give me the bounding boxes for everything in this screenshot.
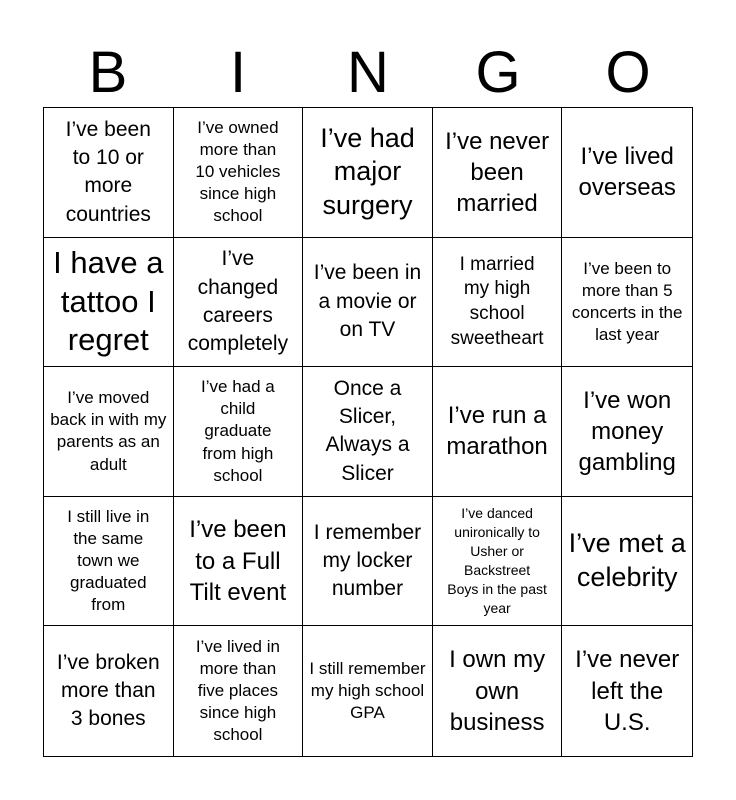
bingo-cell[interactable] <box>433 626 563 756</box>
cell-text: I’ve never left the U.S. <box>575 646 680 736</box>
bingo-cell[interactable] <box>433 497 563 627</box>
bingo-cell[interactable] <box>433 108 563 238</box>
bingo-cell[interactable] <box>562 108 692 238</box>
cell-text: I’ve never been married <box>445 127 550 217</box>
bingo-cell[interactable] <box>44 626 174 756</box>
bingo-cell[interactable] <box>44 238 174 368</box>
bingo-cell[interactable] <box>174 367 304 497</box>
cell-text: I’ve been to 10 or more countries <box>65 117 151 226</box>
cell-text: I remember my locker number <box>313 520 422 601</box>
cell-text: I’ve broken more than 3 bones <box>56 650 160 731</box>
cell-text: I’ve been to more than 5 concerts in the last year <box>571 258 683 344</box>
bingo-grid <box>43 107 693 757</box>
bingo-cell[interactable] <box>44 497 174 627</box>
bingo-cell[interactable] <box>303 238 433 368</box>
header-letter-n: N <box>347 40 389 105</box>
bingo-header <box>43 40 693 106</box>
bingo-cell[interactable] <box>433 367 563 497</box>
cell-text: I’ve been to a Full Tilt event <box>189 516 287 606</box>
header-letter-i: I <box>229 40 247 105</box>
cell-text: I still live in the same town we graduated from <box>67 506 150 615</box>
header-letter-o: O <box>605 40 651 105</box>
cell-text: I’ve danced unironically to Usher or Backstreet Boys in the past year <box>447 505 547 616</box>
header-letter-g: G <box>475 40 521 105</box>
bingo-cell[interactable] <box>562 497 692 627</box>
cell-text: I’ve run a marathon <box>446 402 548 461</box>
cell-text: I’ve had a child graduate from high school <box>201 377 275 485</box>
bingo-cell[interactable] <box>44 108 174 238</box>
bingo-cell[interactable] <box>174 497 304 627</box>
cell-text: I still remember my high school GPA <box>309 659 426 723</box>
bingo-cell[interactable] <box>303 626 433 756</box>
bingo-cell[interactable] <box>174 238 304 368</box>
cell-text: I’ve lived in more than five places since high school <box>195 636 280 745</box>
cell-text: I’ve owned more than 10 vehicles since high school <box>195 118 281 226</box>
cell-text: I’ve met a celebrity <box>568 528 686 593</box>
bingo-cell[interactable] <box>44 367 174 497</box>
bingo-cell[interactable] <box>562 238 692 368</box>
bingo-cell[interactable] <box>433 238 563 368</box>
cell-text: I’ve changed careers completely <box>187 247 289 356</box>
cell-text: I’ve lived overseas <box>578 143 676 202</box>
cell-text: I have a tattoo I regret <box>53 244 164 358</box>
bingo-cell[interactable] <box>303 497 433 627</box>
cell-text: Once a Slicer, Always a Slicer <box>325 376 410 485</box>
cell-text: I’ve had major surgery <box>320 122 415 221</box>
bingo-cell[interactable] <box>174 108 304 238</box>
cell-text: I’ve moved back in with my parents as an adult <box>50 388 167 474</box>
cell-text: I married my high school sweetheart <box>450 253 544 349</box>
bingo-cell[interactable] <box>562 626 692 756</box>
cell-text: I’ve won money gambling <box>578 386 676 477</box>
header-letter-b: B <box>88 40 128 105</box>
bingo-cell[interactable] <box>303 367 433 497</box>
cell-text: I’ve been in a movie or on TV <box>313 261 422 342</box>
bingo-cell[interactable] <box>562 367 692 497</box>
bingo-cell[interactable] <box>303 108 433 238</box>
cell-text: I own my own business <box>449 646 546 736</box>
bingo-cell[interactable] <box>174 626 304 756</box>
